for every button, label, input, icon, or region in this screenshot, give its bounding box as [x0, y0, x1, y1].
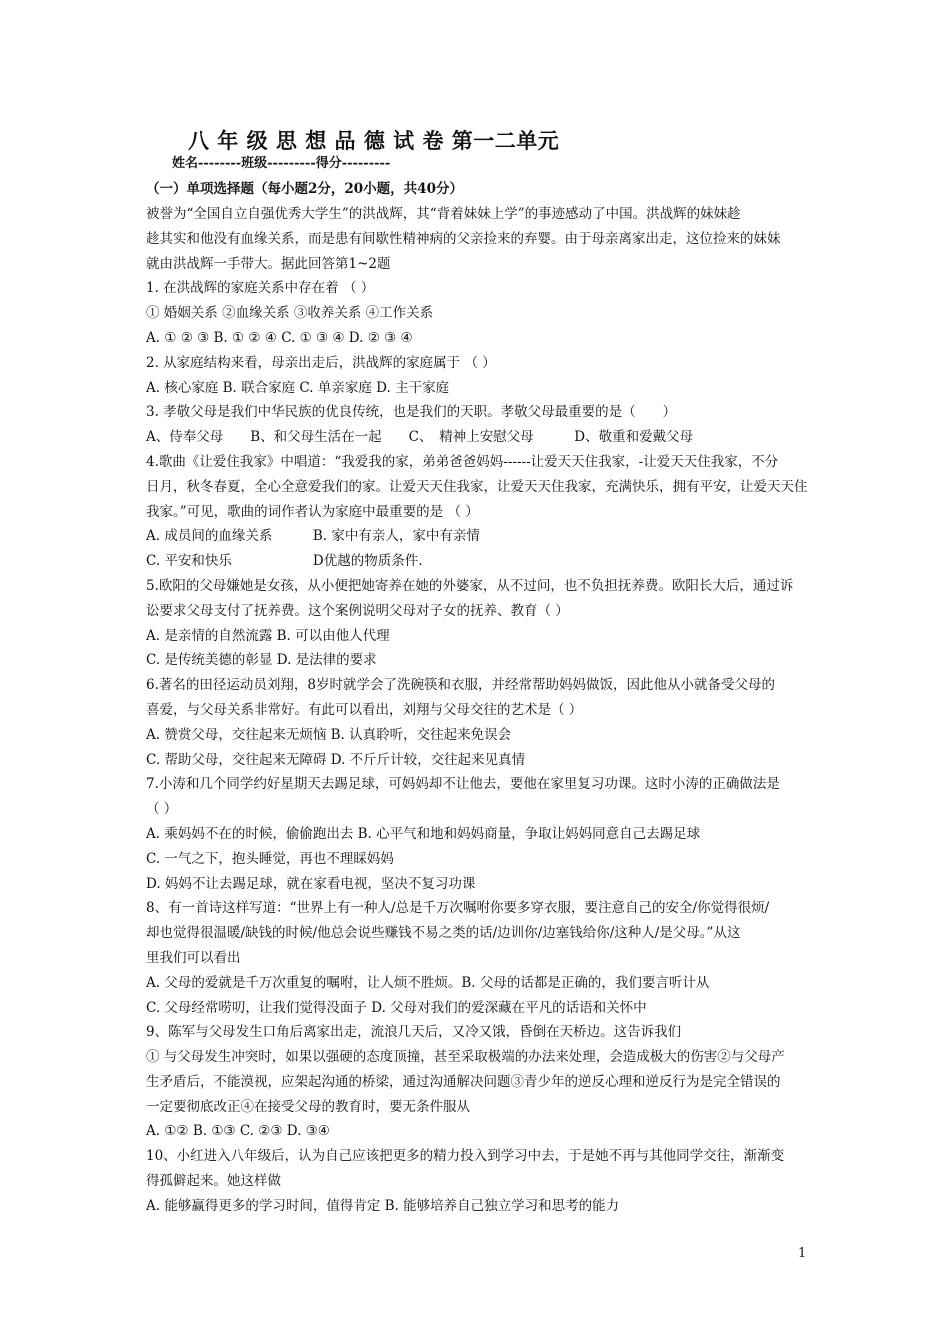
question-5: 5.欧阳的父母嫌她是女孩，从小便把她寄养在她的外婆家，从不过问，也不负担抚养费。欧阳长大后，通过诉	[146, 577, 794, 594]
text-line: 被誉为“全国自立自强优秀大学生”的洪战辉，其“背着妹妹上学”的事迹感动了中国。洪战辉的妹妹趁	[146, 206, 741, 222]
text-line: 讼要求父母支付了抚养费。这个案例说明父母对子女的抚养、教育（ ）	[146, 602, 569, 619]
answer-options: A. 能够赢得更多的学习时间，值得肯定 B. 能够培养自己独立学习和思考的能力	[146, 1197, 620, 1214]
page-title: 八 年 级 思 想 品 德 试 卷 第一二单元	[188, 128, 560, 153]
answer-options: C. 一气之下，抱头睡觉，再也不理睬妈妈	[146, 850, 394, 867]
question-2: 2. 从家庭结构来看，母亲出走后，洪战辉的家庭属于 （ ）	[146, 354, 496, 371]
answer-options: A. 父母的爱就是千万次重复的嘱咐，让人烦不胜烦。B. 父母的话都是正确的，我们要言听计从	[146, 974, 710, 991]
answer-options: A. 赞赏父母，交往起来无烦恼 B. 认真聆听，交往起来免误会	[146, 726, 512, 743]
student-info-line: 姓名--------班级---------得分---------	[172, 156, 391, 171]
text-line: 趁其实和他没有血缘关系，而是患有间歇性精神病的父亲捡来的弃婴。由于母亲离家出走，这位捡来的妹妹	[146, 230, 781, 247]
section-heading: （一）单项选择题（每小题2分，20小题，共40分）	[146, 181, 463, 197]
text-line: 就由洪战辉一手带大。据此回答第1~2题	[146, 255, 391, 272]
answer-options: C. 帮助父母，交往起来无障碍 D. 不斤斤计较，交往起来见真情	[146, 751, 526, 768]
answer-options: A. 是亲情的自然流露 B. 可以由他人代理	[146, 627, 390, 644]
answer-options: C. 平安和快乐 D优越的物质条件.	[146, 553, 423, 570]
text-line: 日月，秋冬春夏，全心全意爱我们的家。让爱天天住我家，让爱天天住我家，充满快乐，拥有平安，让爱天天住	[146, 478, 808, 495]
answer-options: D. 妈妈不让去踢足球，就在家看电视，坚决不复习功课	[146, 875, 476, 892]
text-line: 生矛盾后，不能漠视，应架起沟通的桥梁，通过沟通解决问题③青少年的逆反心理和逆反行为是完全错误的	[146, 1073, 781, 1090]
question-6: 6.著名的田径运动员刘翔，8岁时就学会了洗碗筷和衣服，并经常帮助妈妈做饭，因此他从小就备受父母的	[146, 677, 775, 694]
answer-options: A. ①② B. ①③ C. ②③ D. ③④	[146, 1123, 330, 1140]
answer-options: A. 乘妈妈不在的时候，偷偷跑出去 B. 心平气和地和妈妈商量，争取让妈妈同意自己去踢足球	[146, 825, 701, 842]
text-line: （ ）	[146, 801, 178, 818]
answer-options: A. 成员间的血缘关系 B. 家中有亲人，家中有亲情	[146, 528, 480, 545]
text-line: 我家。”可见，歌曲的词作者认为家庭中最重要的是 （ ）	[146, 503, 479, 520]
text-line: ① 与父母发生冲突时，如果以强硬的态度顶撞，甚至采取极端的办法来处理，会造成极大的伤害②与父母产	[146, 1049, 785, 1066]
answer-options: C. 是传统美德的彰显 D. 是法律的要求	[146, 652, 377, 669]
question-body	[146, 202, 810, 1219]
answer-options: A. 核心家庭 B. 联合家庭 C. 单亲家庭 D. 主干家庭	[146, 379, 450, 396]
question-7: 7.小涛和几个同学约好星期天去踢足球，可妈妈却不让他去，要他在家里复习功课。这时小涛的正确做法是	[146, 776, 780, 793]
text-line: 喜爱，与父母关系非常好。有此可以看出，刘翔与父母交往的艺术是（ ）	[146, 701, 583, 718]
answer-options: C. 父母经常唠叨，让我们觉得没面子 D. 父母对我们的爱深藏在平凡的话语和关怀中	[146, 999, 647, 1016]
page-number: 1	[798, 1246, 807, 1261]
question-3: 3. 孝敬父母是我们中华民族的优良传统，也是我们的天职。孝敬父母最重要的是（ ）	[146, 404, 677, 421]
question-4: 4.歌曲《让爱住我家》中唱道：“我爱我的家，弟弟爸爸妈妈------让爱天天住我家，-让爱天天住我家，不分	[146, 453, 779, 470]
question-9: 9、陈军与父母发生口角后离家出走，流浪几天后，又冷又饿，昏倒在天桥边。这告诉我们	[146, 1024, 682, 1041]
question-10: 10、小红进入八年级后，认为自己应该把更多的精力投入到学习中去，于是她不再与其他同学交往，渐渐变	[146, 1148, 785, 1165]
text-line: 里我们可以看出	[146, 949, 241, 966]
text-line: ① 婚姻关系 ②血缘关系 ③收养关系 ④工作关系	[146, 305, 434, 322]
answer-options: A、侍奉父母 B、和父母生活在一起 C、 精神上安慰父母 D、敬重和爱戴父母	[146, 429, 694, 446]
text-line: 却也觉得很温暖/缺钱的时候/他总会说些赚钱不易之类的话/边训你/边塞钱给你/这种人/是父母。”从这	[146, 925, 741, 942]
answer-options: A. ① ② ③ B. ① ② ④ C. ① ③ ④ D. ② ③ ④	[146, 329, 413, 346]
text-line: 一定要彻底改正④在接受父母的教育时，要无条件服从	[146, 1098, 470, 1115]
text-line: 得孤僻起来。她这样做	[146, 1173, 281, 1190]
question-8: 8、有一首诗这样写道：“世界上有一种人/总是千万次嘱咐你要多穿衣服，要注意自己的安全/你觉得很烦/	[146, 900, 770, 917]
question-1: 1. 在洪战辉的家庭关系中存在着 （ ）	[146, 280, 375, 297]
